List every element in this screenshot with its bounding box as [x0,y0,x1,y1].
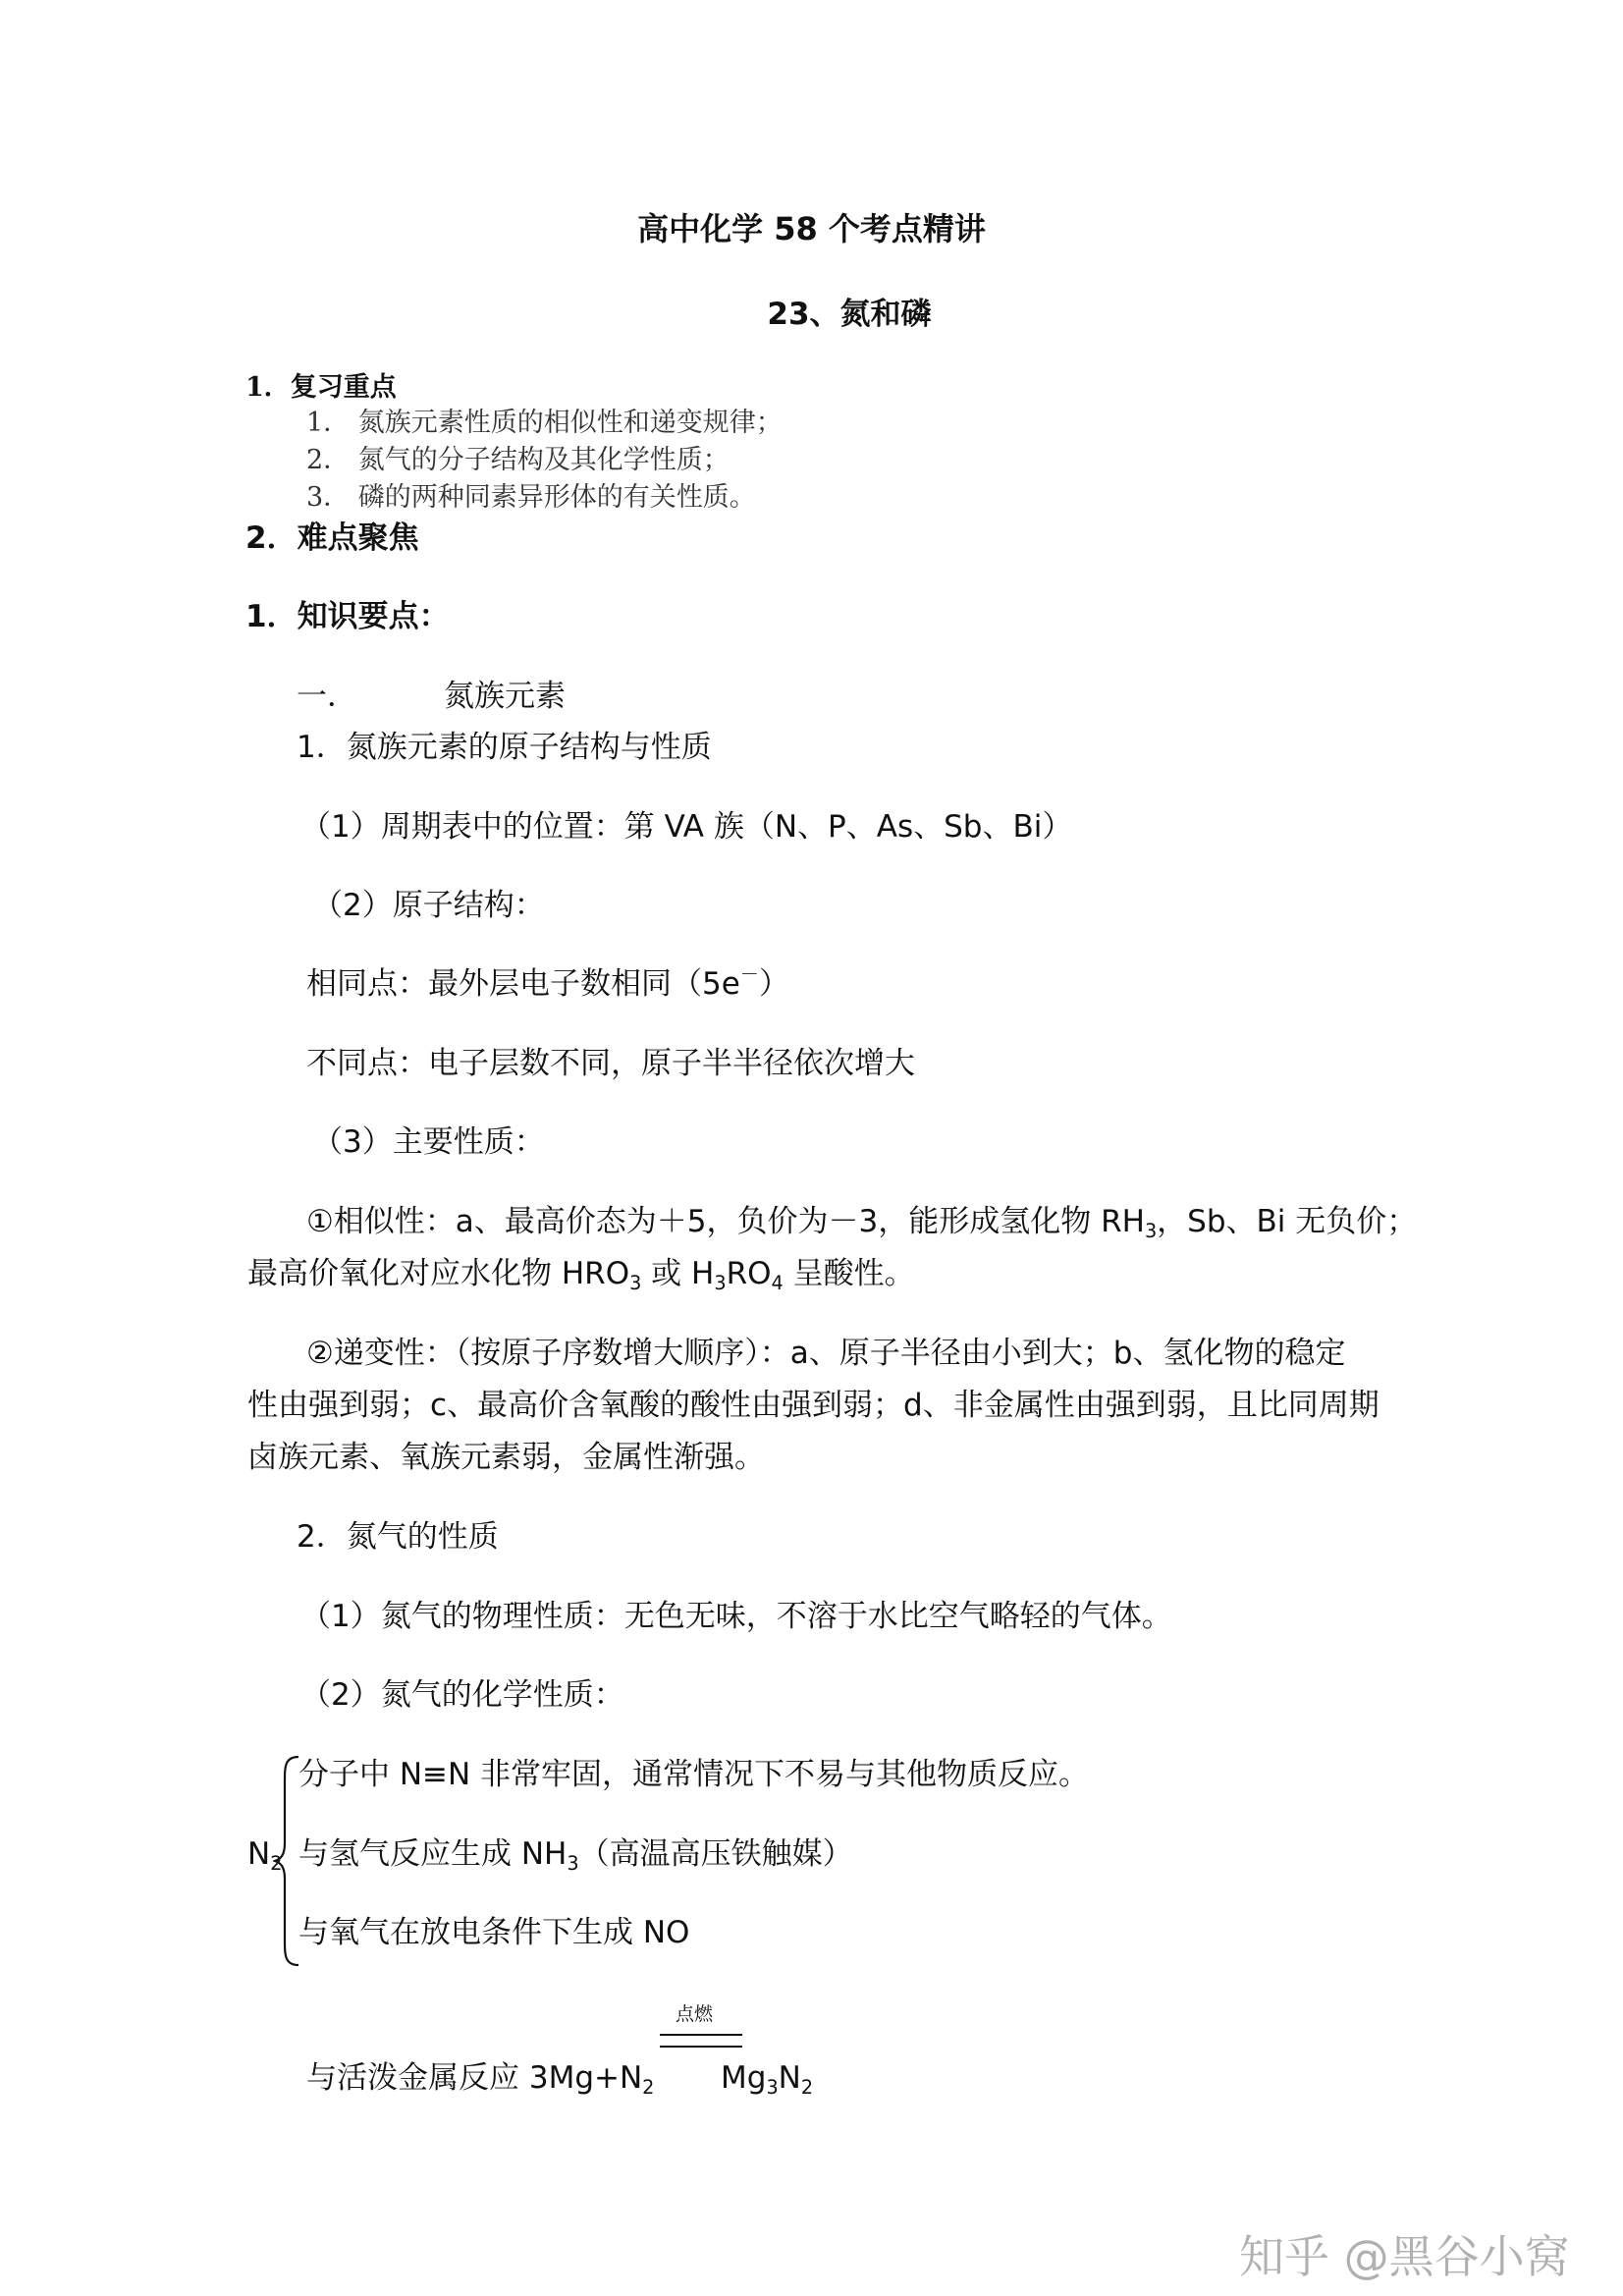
prod-sub-2: 2 [800,2075,814,2099]
same-close: ） [759,966,790,1002]
sim2-text-d: 呈酸性。 [783,1256,915,1291]
review-heading: 1．复习重点 [245,372,397,403]
review-item-1: 1． 氮族元素性质的相似性和递变规律； [306,408,783,438]
brace-item-1: 分子中 N≡N 非常牢固，通常情况下不易与其他物质反应。 [298,1757,1090,1792]
sim2-text-a: 最高价氧化对应水化物 HRO [247,1256,630,1291]
review-item-2: 2． 氮气的分子结构及其化学性质； [306,445,730,475]
b2-text-a: 与氢气反应生成 NH [298,1836,568,1872]
knowledge-heading: 1．知识要点： [245,599,450,634]
s1-structure: （2）原子结构： [312,888,545,923]
equals-sign-icon [660,2034,742,2048]
reaction-condition: 点燃 [676,2003,714,2025]
prod-sub-1: 3 [766,2075,779,2099]
n2-sub: 2 [270,1851,283,1875]
rx-text: 与活泼金属反应 3Mg+N [306,2060,643,2096]
sim2-text-b: 或 H [641,1256,715,1291]
s1-gradient-line2: 性由强到弱；c、最高价含氧酸的酸性由强到弱；d、非金属性由强到弱，且比同周期 [247,1388,1380,1423]
s1-diff-point: 不同点：电子层数不同，原子半半径依次增大 [306,1046,915,1081]
same-text: 相同点：最外层电子数相同（5e [306,966,740,1002]
review-item-3: 3． 磷的两种同素异形体的有关性质。 [306,482,756,513]
s2-physical: （1）氮气的物理性质：无色无味，不溶于水比空气略轻的气体。 [300,1599,1172,1634]
prod-b: N [778,2060,801,2096]
sim-text-a: ①相似性：a、最高价态为＋5，负价为－3，能形成氢化物 RH [306,1204,1145,1239]
same-sup: － [739,962,760,986]
page-title: 高中化学 58 个考点精讲 [637,210,986,247]
s1-gradient-line3: 卤族元素、氧族元素弱，金属性渐强。 [247,1440,765,1475]
b2-text-b: （高温高压铁触媒） [578,1836,853,1872]
section-one-number: 一． [297,679,357,714]
page-subtitle: 23、氮和磷 [767,297,932,332]
brace-item-3: 与氧气在放电条件下生成 NO [298,1915,690,1950]
sim-text-b: ，Sb、Bi 无负价； [1157,1204,1418,1239]
s2-chemical: （2）氮气的化学性质： [300,1677,624,1713]
rx-sub: 2 [642,2075,655,2099]
brace-item-2 [298,1834,853,1874]
sim2-sub-3: 4 [771,1271,784,1294]
sim2-sub-1: 3 [629,1271,642,1294]
reaction-product [721,2058,813,2098]
prod-a: Mg [721,2060,767,2096]
s1-main-props: （3）主要性质： [312,1124,545,1160]
s1-similarity-line1 [306,1202,1417,1241]
s1-same-point [306,964,789,1004]
s1-position: （1）周期表中的位置：第 VA 族（N、P、As、Sb、Bi） [300,809,1073,845]
sim-sub-1: 3 [1144,1219,1158,1242]
s2-heading: 2．氮气的性质 [297,1519,499,1555]
watermark: 知乎 @黑谷小窝 [1239,2230,1570,2283]
sim2-sub-2: 3 [714,1271,727,1294]
s1-gradient-line1: ②递变性：（按原子序数增大顺序）：a、原子半径由小到大；b、氢化物的稳定 [306,1336,1346,1371]
difficulty-heading: 2．难点聚焦 [245,520,419,556]
sim2-text-c: RO [726,1256,772,1291]
s1-similarity-line2 [247,1254,915,1293]
reaction-reactants [306,2058,654,2098]
b2-sub: 3 [567,1851,579,1875]
section-one-title: 氮族元素 [444,679,566,714]
s1-heading: 1．氮族元素的原子结构与性质 [297,730,712,765]
n2-text: N [247,1836,271,1872]
